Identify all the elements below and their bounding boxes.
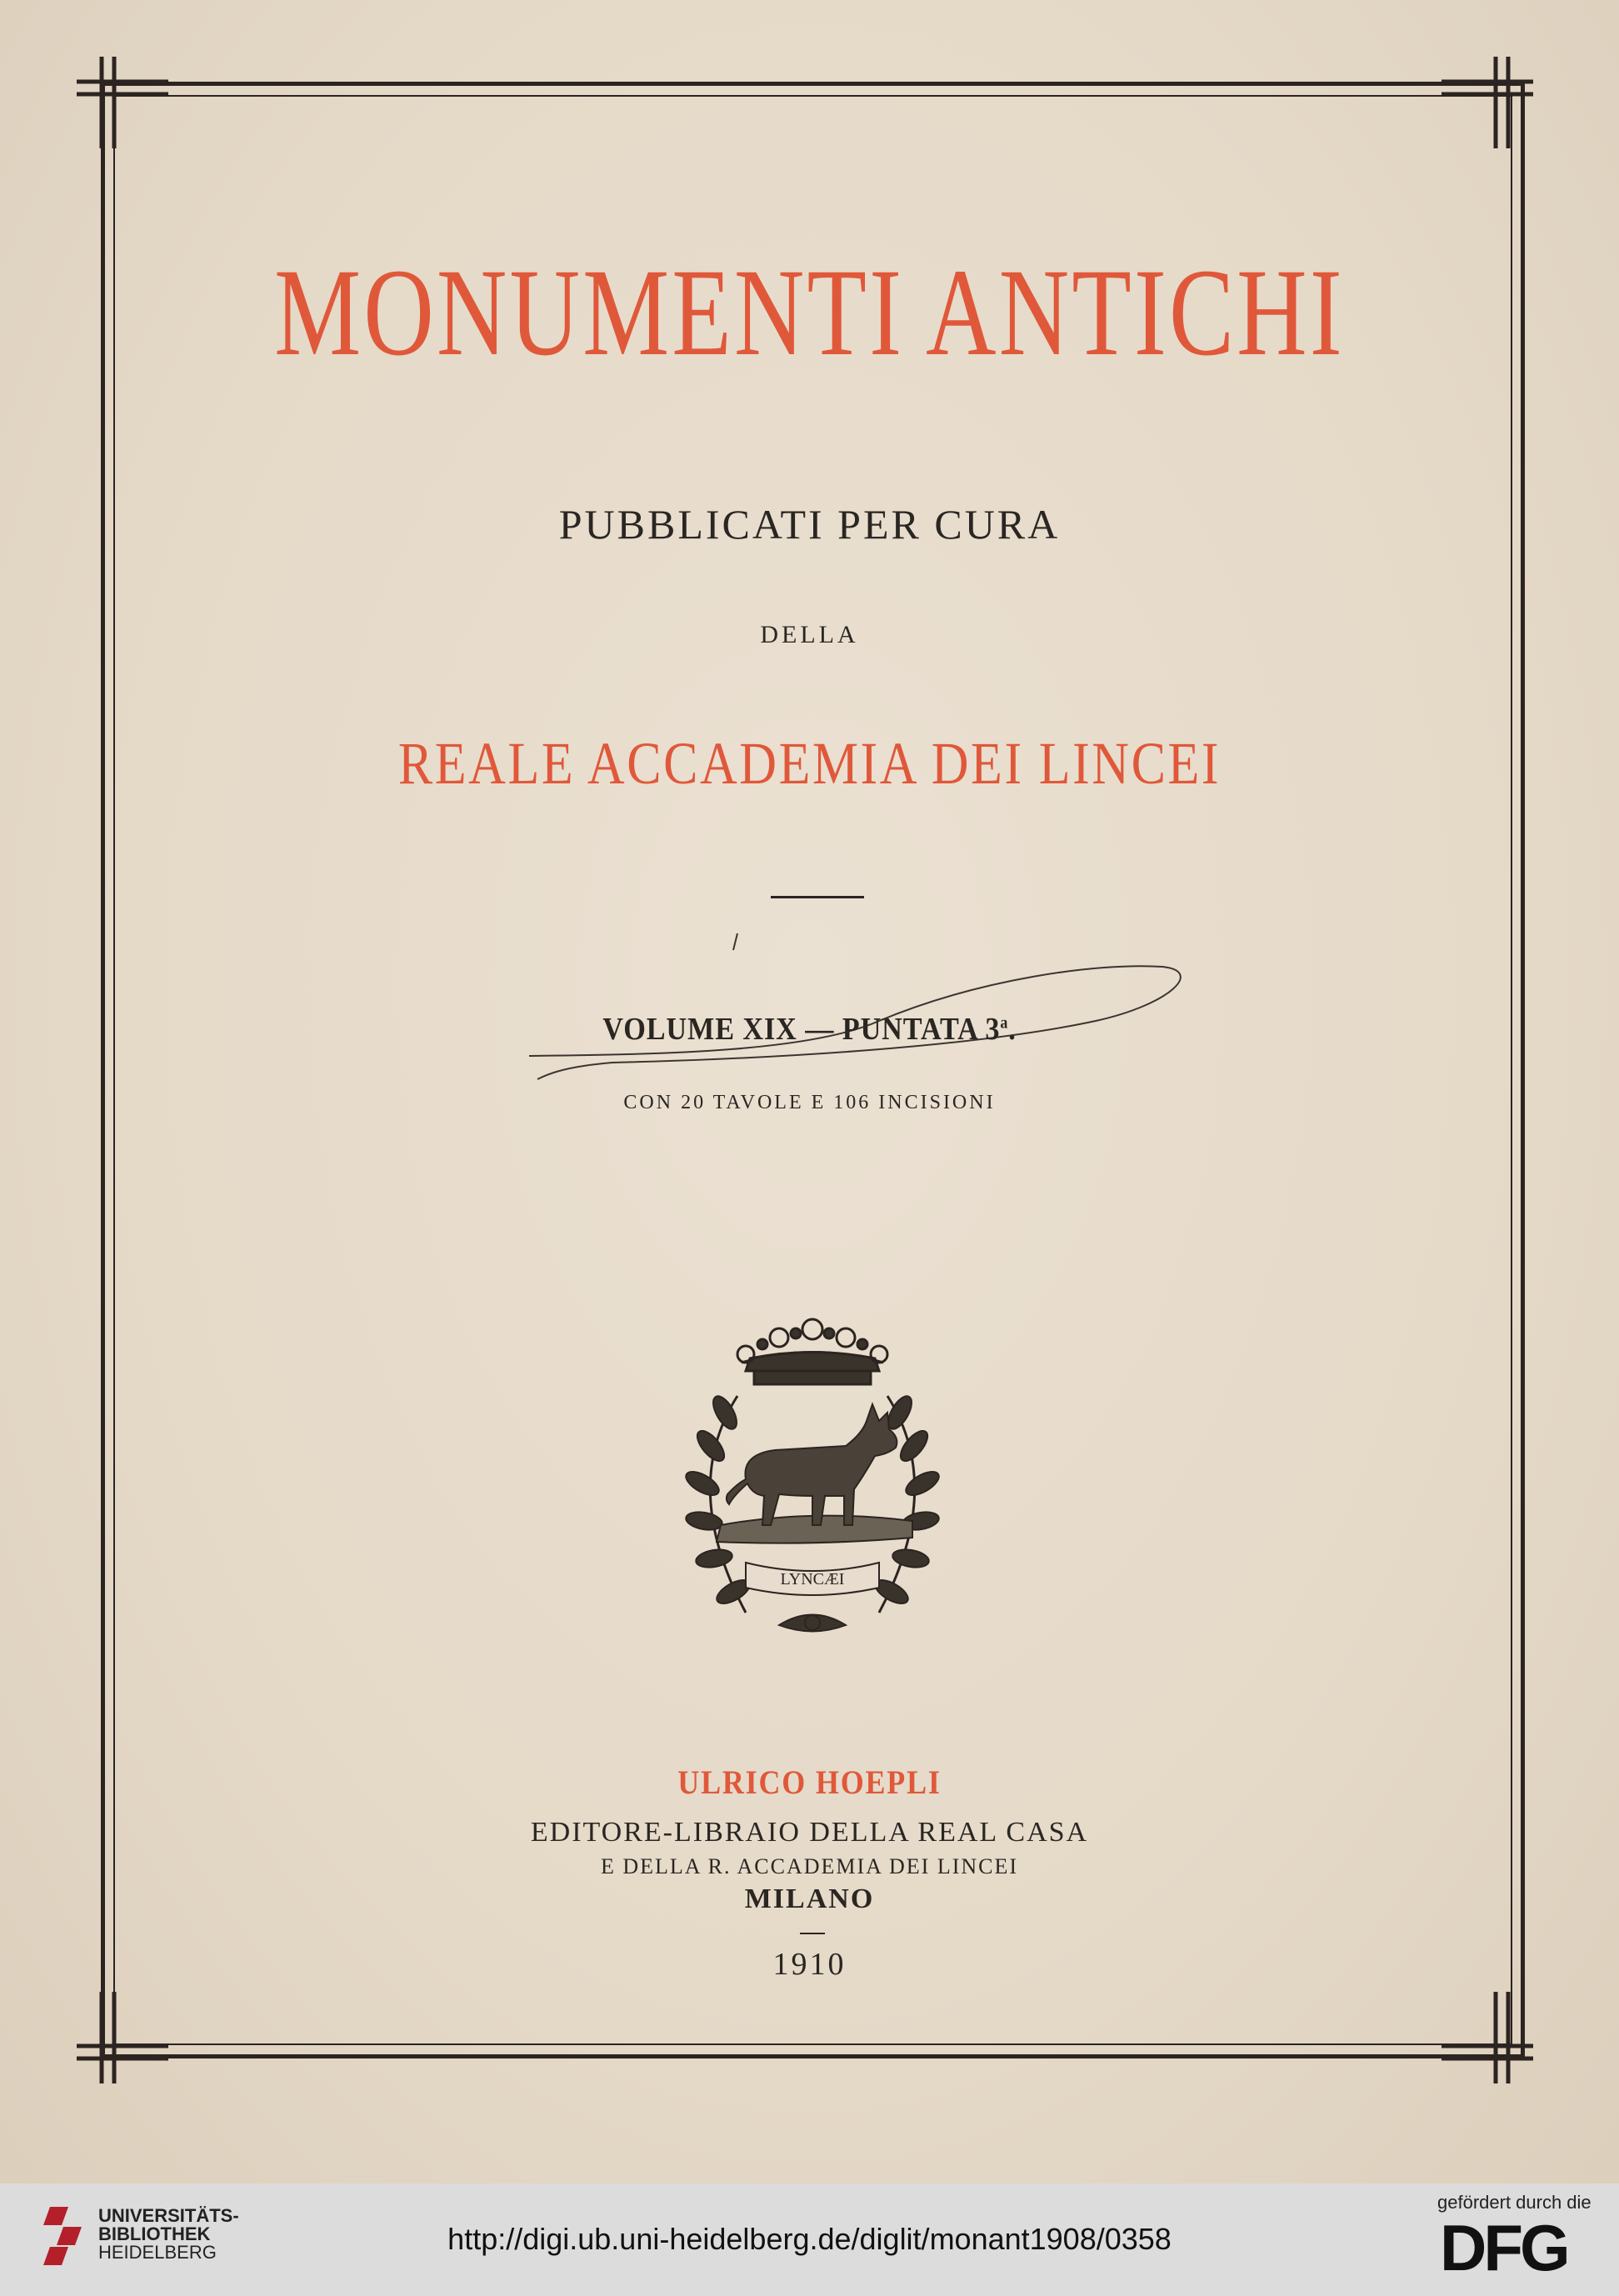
lincei-lynx-emblem — [646, 1296, 979, 1646]
volume-period: . — [1008, 1012, 1017, 1047]
publisher-line-2: E DELLA R. ACCADEMIA DEI LINCEI — [600, 1854, 1019, 1878]
academy-name: REALE ACCADEMIA DEI LINCEI — [397, 730, 1222, 797]
plates-count: CON 20 TAVOLE E 106 INCISIONI — [623, 1092, 996, 1113]
publication-city: MILANO — [744, 1883, 875, 1914]
subtitle: PUBBLICATI PER CURA — [558, 501, 1061, 548]
crown-icon — [737, 1319, 887, 1384]
library-line-1: UNIVERSITÄTS- — [98, 2205, 239, 2226]
permalink-url[interactable]: http://digi.ub.uni-heidelberg.de/diglit/monant1908/0358 — [447, 2222, 1172, 2256]
corner-ornament-bottom-left — [77, 1992, 168, 2083]
dfg-logo-text: DFG — [1440, 2218, 1567, 2277]
lynx-icon — [717, 1404, 912, 1543]
volume-info — [81, 1011, 1538, 1048]
della-text: DELLA — [760, 621, 859, 648]
library-line-2: BIBLIOTHEK — [98, 2223, 211, 2244]
funded-by-text: gefördert durch die — [1437, 2192, 1592, 2213]
volume-text: VOLUME XIX — PUNTATA 3 — [602, 1012, 1001, 1047]
corner-ornament-top-right — [1442, 57, 1533, 148]
library-line-3: HEIDELBERG — [98, 2242, 217, 2263]
corner-ornament-bottom-right — [1442, 1992, 1533, 2083]
volume-ordinal: a — [1000, 1013, 1009, 1033]
small-rule — [800, 1933, 825, 1934]
emblem-motto: LYNCÆI — [780, 1570, 845, 1588]
publication-year: 1910 — [772, 1947, 847, 1982]
corner-ornament-top-left — [77, 57, 168, 148]
publisher-name: ULRICO HOEPLI — [677, 1763, 942, 1801]
publisher-line-1: EDITORE-LIBRAIO DELLA REAL CASA — [530, 1817, 1089, 1848]
main-title: MONUMENTI ANTICHI — [274, 243, 1345, 382]
divider-rule — [771, 896, 864, 898]
dfg-logo-icon — [1440, 2218, 1598, 2277]
